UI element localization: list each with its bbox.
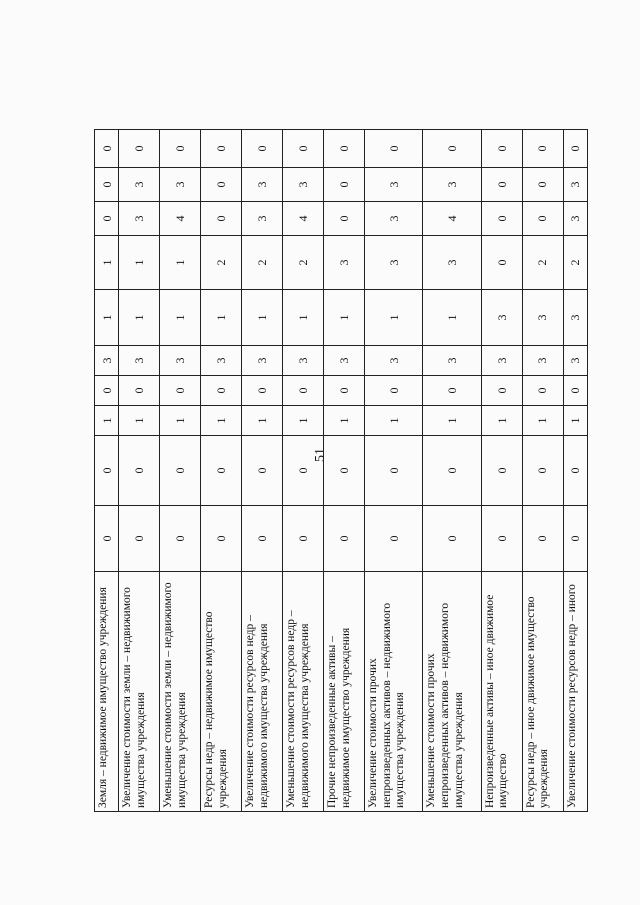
code-digit-cell: 0: [481, 436, 522, 506]
page-number: 51: [313, 448, 328, 462]
row-name-cell: Увеличение стоимости ресурсов недр – недвижимого имущества учреждения: [242, 572, 283, 812]
code-digit-cell: 3: [563, 202, 587, 236]
code-digit-cell: 0: [201, 202, 242, 236]
code-digit-cell: 2: [522, 236, 563, 290]
row-name-cell: Ресурсы недр – иное движимое имущество учреждения: [522, 572, 563, 812]
row-name-cell: Прочие непроизведенные активы – недвижимое имущество учреждения: [324, 572, 365, 812]
code-digit-cell: 0: [423, 436, 481, 506]
code-digit-cell: 1: [365, 290, 423, 346]
code-digit-cell: 1: [95, 406, 119, 436]
code-digit-cell: 3: [242, 168, 283, 202]
table-row: [95, 130, 119, 812]
code-digit-cell: 0: [365, 436, 423, 506]
code-digit-cell: 0: [481, 168, 522, 202]
row-name-cell: Уменьшение стоимости прочих непроизведенных активов – недвижимого имущества учреждения: [423, 572, 481, 812]
code-digit-cell: 0: [95, 436, 119, 506]
code-digit-cell: 3: [365, 236, 423, 290]
accounts-table: [94, 129, 588, 812]
code-digit-cell: 0: [522, 506, 563, 572]
table-row: [201, 130, 242, 812]
code-digit-cell: 0: [324, 436, 365, 506]
row-name-cell: Земля – недвижимое имущество учреждения: [95, 572, 119, 812]
code-digit-cell: 1: [119, 290, 160, 346]
code-digit-cell: 0: [365, 376, 423, 406]
code-digit-cell: 4: [160, 202, 201, 236]
code-digit-cell: 2: [563, 236, 587, 290]
code-digit-cell: 3: [522, 346, 563, 376]
code-digit-cell: 3: [563, 290, 587, 346]
code-digit-cell: 0: [365, 130, 423, 168]
table-row: [481, 130, 522, 812]
code-digit-cell: 0: [522, 376, 563, 406]
code-digit-cell: 0: [522, 168, 563, 202]
table-row: [365, 130, 423, 812]
code-digit-cell: 0: [119, 130, 160, 168]
code-digit-cell: 4: [423, 202, 481, 236]
code-digit-cell: 1: [563, 406, 587, 436]
code-digit-cell: 0: [423, 130, 481, 168]
code-digit-cell: 0: [119, 436, 160, 506]
code-digit-cell: 3: [119, 346, 160, 376]
code-digit-cell: 3: [95, 346, 119, 376]
code-digit-cell: 0: [324, 168, 365, 202]
code-digit-cell: 3: [522, 290, 563, 346]
code-digit-cell: 0: [242, 376, 283, 406]
code-digit-cell: 0: [283, 506, 324, 572]
code-digit-cell: 0: [563, 130, 587, 168]
code-digit-cell: 0: [481, 376, 522, 406]
row-name-cell: Увеличение стоимости ресурсов недр – иного: [563, 572, 587, 812]
code-digit-cell: 2: [242, 236, 283, 290]
code-digit-cell: 0: [324, 130, 365, 168]
code-digit-cell: 0: [324, 506, 365, 572]
code-digit-cell: 0: [160, 436, 201, 506]
code-digit-cell: 0: [481, 202, 522, 236]
row-name-cell: Уменьшение стоимости ресурсов недр – недвижимого имущества учреждения: [283, 572, 324, 812]
code-digit-cell: 3: [423, 168, 481, 202]
table-row: [522, 130, 563, 812]
table-row: [423, 130, 481, 812]
code-digit-cell: 0: [423, 376, 481, 406]
code-digit-cell: 1: [119, 236, 160, 290]
code-digit-cell: 0: [160, 376, 201, 406]
code-digit-cell: 0: [283, 376, 324, 406]
code-digit-cell: 0: [119, 506, 160, 572]
code-digit-cell: 1: [324, 406, 365, 436]
code-digit-cell: 3: [119, 202, 160, 236]
code-digit-cell: 1: [201, 290, 242, 346]
table-container: [94, 130, 588, 812]
code-digit-cell: 0: [201, 506, 242, 572]
code-digit-cell: 0: [522, 202, 563, 236]
code-digit-cell: 3: [481, 290, 522, 346]
row-name-cell: Уменьшение стоимости земли – недвижимого имущества учреждения: [160, 572, 201, 812]
code-digit-cell: 1: [95, 236, 119, 290]
code-digit-cell: 0: [242, 436, 283, 506]
row-name-cell: Ресурсы недр – недвижимое имущество учреждения: [201, 572, 242, 812]
code-digit-cell: 1: [522, 406, 563, 436]
table-row: [563, 130, 587, 812]
code-digit-cell: 0: [283, 436, 324, 506]
code-digit-cell: 3: [283, 168, 324, 202]
code-digit-cell: 0: [242, 506, 283, 572]
code-digit-cell: 3: [423, 236, 481, 290]
code-digit-cell: 0: [160, 130, 201, 168]
code-digit-cell: 0: [563, 376, 587, 406]
code-digit-cell: 1: [283, 406, 324, 436]
code-digit-cell: 0: [201, 436, 242, 506]
code-digit-cell: 1: [201, 406, 242, 436]
code-digit-cell: 1: [423, 406, 481, 436]
code-digit-cell: 0: [160, 506, 201, 572]
code-digit-cell: 0: [201, 130, 242, 168]
code-digit-cell: 3: [119, 168, 160, 202]
code-digit-cell: 3: [242, 202, 283, 236]
code-digit-cell: 0: [95, 202, 119, 236]
code-digit-cell: 1: [283, 290, 324, 346]
code-digit-cell: 0: [481, 130, 522, 168]
code-digit-cell: 3: [481, 346, 522, 376]
code-digit-cell: 3: [283, 346, 324, 376]
code-digit-cell: 0: [563, 436, 587, 506]
code-digit-cell: 0: [95, 130, 119, 168]
code-digit-cell: 2: [201, 236, 242, 290]
code-digit-cell: 3: [160, 346, 201, 376]
code-digit-cell: 0: [522, 130, 563, 168]
code-digit-cell: 1: [481, 406, 522, 436]
code-digit-cell: 0: [119, 376, 160, 406]
row-name-cell: Увеличение стоимости земли – недвижимого имущества учреждения: [119, 572, 160, 812]
code-digit-cell: 0: [95, 506, 119, 572]
code-digit-cell: 0: [324, 202, 365, 236]
code-digit-cell: 0: [95, 376, 119, 406]
code-digit-cell: 0: [365, 506, 423, 572]
table-row: [324, 130, 365, 812]
code-digit-cell: 0: [95, 168, 119, 202]
code-digit-cell: 1: [242, 406, 283, 436]
code-digit-cell: 3: [365, 202, 423, 236]
code-digit-cell: 0: [324, 376, 365, 406]
code-digit-cell: 2: [283, 236, 324, 290]
code-digit-cell: 0: [242, 130, 283, 168]
table-row: [119, 130, 160, 812]
code-digit-cell: 1: [365, 406, 423, 436]
code-digit-cell: 0: [563, 506, 587, 572]
code-digit-cell: 1: [423, 290, 481, 346]
code-digit-cell: 0: [481, 236, 522, 290]
code-digit-cell: 3: [160, 168, 201, 202]
code-digit-cell: 1: [160, 290, 201, 346]
code-digit-cell: 1: [242, 290, 283, 346]
row-name-cell: Увеличение стоимости прочих непроизведенных активов – недвижимого имущества учреждения: [365, 572, 423, 812]
code-digit-cell: 1: [160, 406, 201, 436]
code-digit-cell: 0: [201, 168, 242, 202]
code-digit-cell: 3: [365, 346, 423, 376]
code-digit-cell: 1: [119, 406, 160, 436]
code-digit-cell: 3: [201, 346, 242, 376]
code-digit-cell: 3: [242, 346, 283, 376]
code-digit-cell: 1: [160, 236, 201, 290]
code-digit-cell: 1: [324, 290, 365, 346]
code-digit-cell: 3: [324, 346, 365, 376]
table-row: [242, 130, 283, 812]
code-digit-cell: 3: [365, 168, 423, 202]
table-row: [283, 130, 324, 812]
table-row: [160, 130, 201, 812]
code-digit-cell: 3: [423, 346, 481, 376]
code-digit-cell: 4: [283, 202, 324, 236]
code-digit-cell: 0: [481, 506, 522, 572]
code-digit-cell: 3: [324, 236, 365, 290]
code-digit-cell: 0: [283, 130, 324, 168]
code-digit-cell: 0: [522, 436, 563, 506]
code-digit-cell: 0: [201, 376, 242, 406]
row-name-cell: Непроизведенные активы – иное движимое имущество: [481, 572, 522, 812]
code-digit-cell: 0: [423, 506, 481, 572]
table-body: [95, 130, 588, 812]
code-digit-cell: 3: [563, 168, 587, 202]
code-digit-cell: 3: [563, 346, 587, 376]
code-digit-cell: 1: [95, 290, 119, 346]
